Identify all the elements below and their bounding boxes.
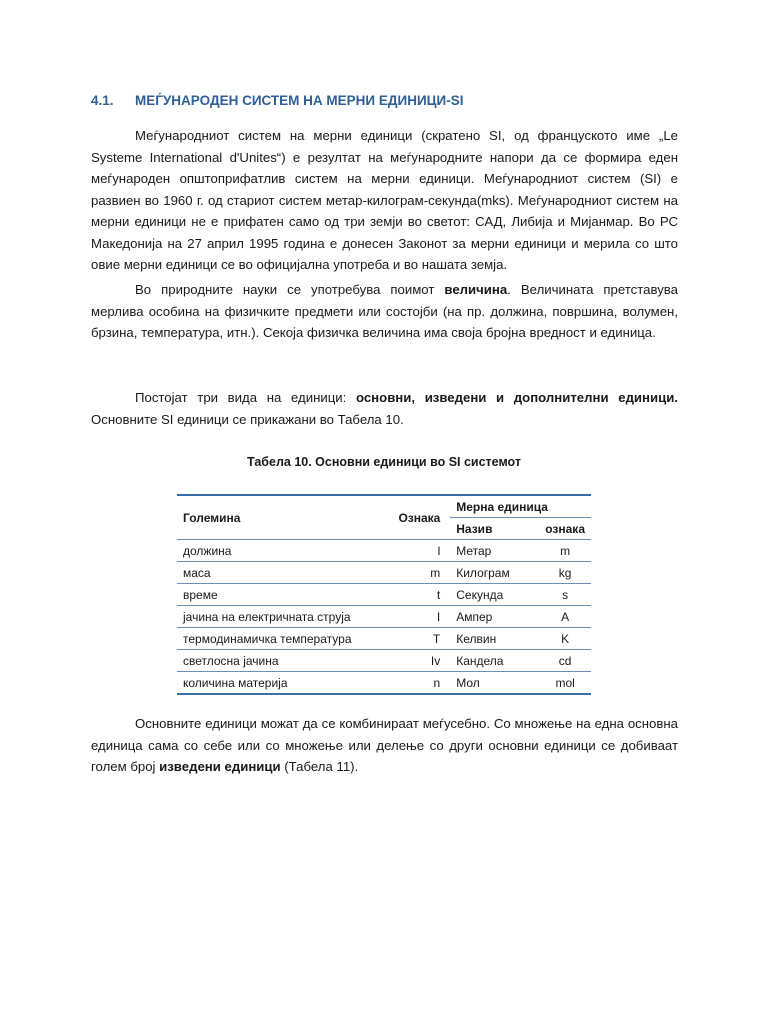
cell-symbol: m: [389, 562, 451, 584]
cell-symbol: n: [389, 672, 451, 695]
table-row: [177, 540, 591, 562]
cell-symbol: T: [389, 628, 451, 650]
bold-term: изведени и дополнителни единици.: [424, 390, 678, 405]
bold-term: изведени единици: [159, 759, 281, 774]
si-base-units-table: [177, 494, 591, 695]
cell-unit-name: Килограм: [450, 562, 539, 584]
table-row: [177, 606, 591, 628]
header-unit-group: Мерна единица: [450, 495, 591, 518]
header-symbol: Ознака: [398, 510, 441, 525]
section-heading: [91, 93, 463, 108]
table-row: [177, 672, 591, 695]
cell-unit-name: Метар: [450, 540, 539, 562]
cell-quantity: термодинамичка температура: [177, 628, 389, 650]
cell-quantity: должина: [177, 540, 389, 562]
header-unit-symbol: ознака: [545, 521, 585, 536]
cell-quantity: количина материја: [177, 672, 389, 695]
table-row: [177, 628, 591, 650]
paragraph-text: Основните единици можат да се комбинираат меѓусебно. Со множење на една основна единица сама со себе или со множење или делење со други основни единици се добиваат голем број: [91, 716, 678, 774]
header-quantity: Големина: [183, 510, 241, 525]
paragraph-text: Основните SI единици се прикажани во Табела 10.: [91, 411, 404, 427]
cell-quantity: светлосна јачина: [177, 650, 389, 672]
paragraph-text: Постојат три вида на единици:: [135, 390, 356, 405]
cell-symbol: Iv: [389, 650, 451, 672]
bold-term: основни: [355, 390, 412, 405]
cell-unit-symbol: cd: [539, 650, 591, 672]
table-caption: Табела 10. Основни единици во SI системот: [247, 455, 521, 469]
table-row: [177, 650, 591, 672]
cell-unit-symbol: s: [539, 584, 591, 606]
cell-unit-name: Секунда: [450, 584, 539, 606]
paragraph-text: Меѓународниот систем на мерни единици (скратено SI, од францускoто име „Le Systeme International d'Unites“) е резултат на меѓународните напори да се формира еден меѓународен општоприфатлив систем на мерни единици. Меѓународниот систем (SI) е развиен во 1960 г. од стариот систем метар-килограм-секунда(mks). Меѓународниот систем на мерни единици не е прифатен само од три земји во светот: САД, Либија и Мијанмар. Во РС Македонија на 27 април 1995 година е донесен Законот за мерни единици и мерила со што овие мерни единици се во официјална употреба и во нашата земја.: [91, 128, 678, 272]
paragraph-text: Во природните науки се употребува поимот: [135, 282, 445, 297]
paragraph-quantity: [91, 279, 678, 344]
cell-unit-symbol: m: [539, 540, 591, 562]
paragraph-text: . Величината претставува мерлива особина на физичките предмети или состојби (на пр. должина, површина, волумен, брзина, температура, итн.). Секоја физичка величина има своја бројна вредност и единица.: [91, 282, 678, 340]
paragraph-unit-types: [91, 387, 678, 430]
cell-quantity: време: [177, 584, 389, 606]
paragraph-text: (Табела 11).: [280, 759, 359, 774]
table-row: [177, 584, 591, 606]
section-title: МЕЃУНАРОДЕН СИСТЕМ НА МЕРНИ ЕДИНИЦИ-SI: [135, 93, 464, 108]
paragraph-si-intro: [91, 125, 678, 276]
paragraph-derived-units: [91, 713, 678, 778]
cell-symbol: t: [389, 584, 451, 606]
cell-unit-name: Мол: [450, 672, 539, 695]
cell-quantity: маса: [177, 562, 389, 584]
cell-unit-name: Кандела: [450, 650, 539, 672]
header-unit-name: Назив: [456, 521, 493, 536]
cell-unit-name: Келвин: [450, 628, 539, 650]
cell-quantity: јачина на електричната струја: [177, 606, 389, 628]
cell-symbol: l: [389, 540, 451, 562]
cell-unit-symbol: K: [539, 628, 591, 650]
cell-unit-symbol: A: [539, 606, 591, 628]
cell-unit-symbol: kg: [539, 562, 591, 584]
section-number: 4.1.: [91, 93, 114, 108]
cell-unit-name: Ампер: [450, 606, 539, 628]
bold-term: ,: [411, 390, 425, 405]
cell-unit-symbol: mol: [539, 672, 591, 695]
cell-symbol: I: [389, 606, 451, 628]
table-row: [177, 562, 591, 584]
bold-term: величина: [444, 282, 508, 297]
